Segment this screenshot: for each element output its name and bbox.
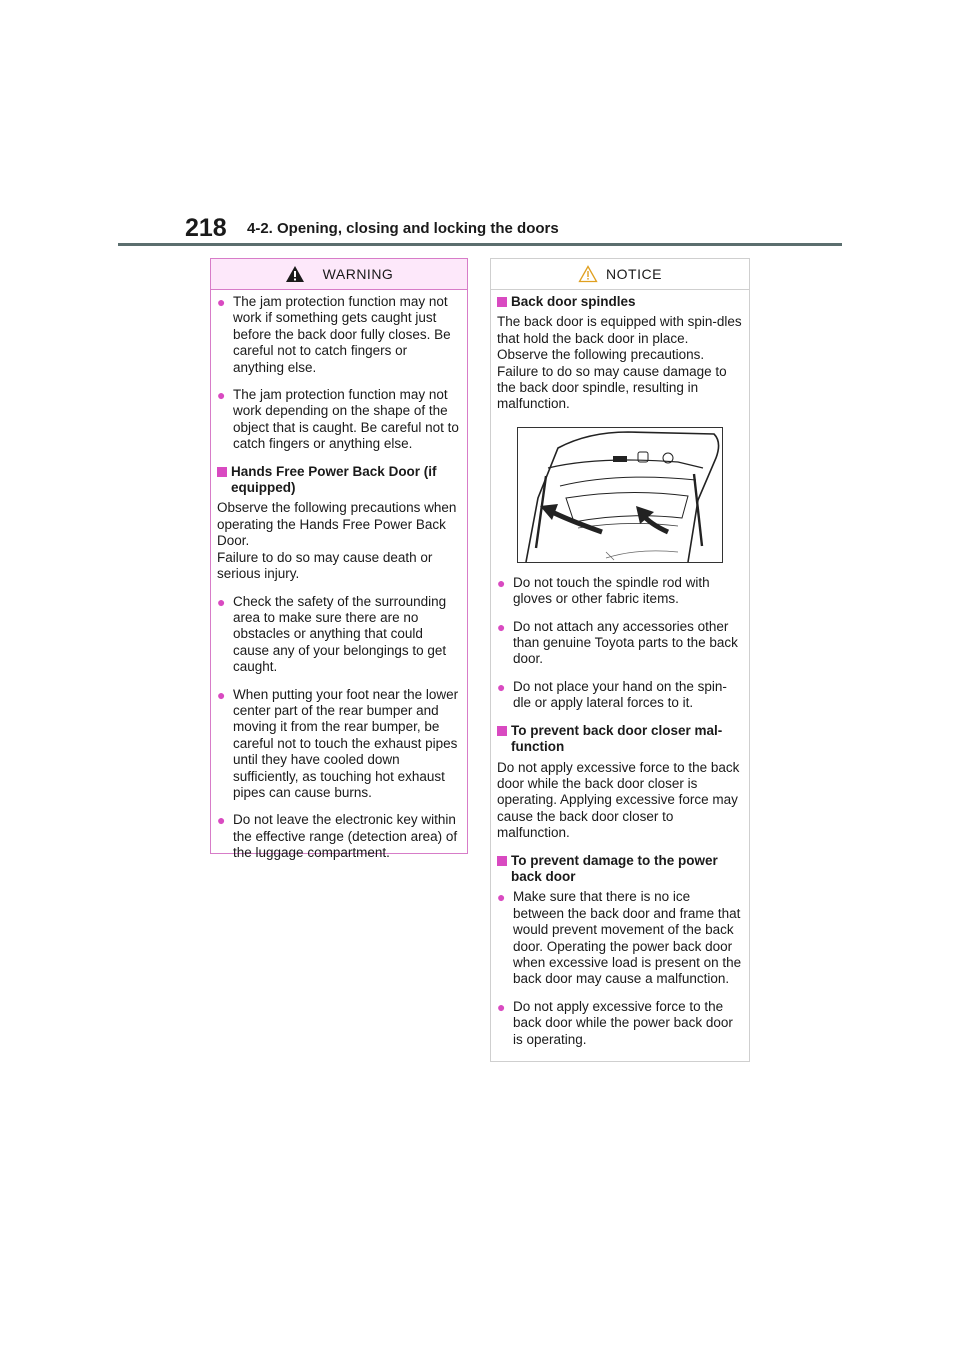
bullet-icon: ● [217,686,226,703]
notice-item: ● Do not apply excessive force to the back door while the power back door is operating. [497,998,733,1047]
notice-title: NOTICE [606,266,662,282]
warning-item: ● Check the safety of the surrounding area to make sure there are no obstacles or anything that could cause any of your belongings to get caught. [217,593,447,675]
bullet-icon: ● [217,593,226,610]
back-door-spindle-illustration [517,427,723,563]
notice-item: ● Do not place your hand on the spin-dle or apply lateral forces to it. [497,678,727,711]
square-bullet-icon [497,853,511,863]
warning-item: ● The jam protection function may not work if something gets caught just before the back door fully closes. Be careful not to catch fingers or anything else. [217,294,451,375]
notice-subheading: Back door spindles [497,294,743,310]
warning-header [211,259,467,290]
notice-item: ● Do not touch the spindle rod with gloves or other fabric items. [497,574,710,607]
notice-item: ● Do not attach any accessories other than genuine Toyota parts to the back door. [497,618,738,667]
notice-subheading: To prevent back door closer mal-function [497,723,743,756]
square-bullet-icon [497,723,511,733]
bullet-icon: ● [497,574,506,591]
notice-triangle-icon [578,265,598,283]
notice-header [491,259,749,290]
notice-body [491,290,749,1048]
warning-item: ● The jam protection function may not work depending on the shape of the object that is caught. Be careful not to catch fingers or anything else. [217,387,459,452]
notice-paragraph: The back door is equipped with spin-dles that hold the back door in place. Observe the following precautions. Failure to do so may cause damage to the back door spindle, resulting in malfunction. [497,314,742,412]
warning-title: WARNING [322,266,394,282]
warning-triangle-icon [285,265,305,283]
bullet-icon: ● [217,294,226,310]
warning-subheading: Hands Free Power Back Door (if equipped) [217,464,461,497]
header-rule [118,243,842,246]
warning-item: ● When putting your foot near the lower center part of the rear bumper and moving it from the rear bumper, be careful not to touch the exhaust pipes until they have cooled down sufficiently, as touching hot exhaust pipes can cause burns. [217,686,459,800]
warning-item: ● Do not leave the electronic key within the effective range (detection area) of the luggage compartment. [217,812,458,861]
warning-box [210,258,468,861]
notice-subheading: To prevent damage to the power back door [497,853,743,886]
warning-body [211,290,467,862]
bullet-icon: ● [497,998,506,1015]
page-number: 218 [185,214,227,242]
bullet-icon: ● [497,889,506,906]
bullet-icon: ● [497,618,506,635]
warning-paragraph: Observe the following precautions when operating the Hands Free Power Back Door. Failure to do so may cause death or serious injury. [217,500,457,582]
bullet-icon: ● [217,387,226,404]
notice-paragraph: Do not apply excessive force to the back door while the back door closer is operating. Applying excessive force may cause the back door closer to malfunction. [497,759,740,841]
section-title: 4-2. Opening, closing and locking the doors [247,220,559,237]
square-bullet-icon [497,294,511,304]
bullet-icon: ● [217,812,226,829]
notice-box [490,258,750,1062]
square-bullet-icon [217,464,231,474]
notice-item: ● Make sure that there is no ice between the back door and frame that would prevent movement of the back door. Operating the power back door when excessive load is present on the back door may cause a malfunction. [497,889,742,987]
bullet-icon: ● [497,678,506,695]
